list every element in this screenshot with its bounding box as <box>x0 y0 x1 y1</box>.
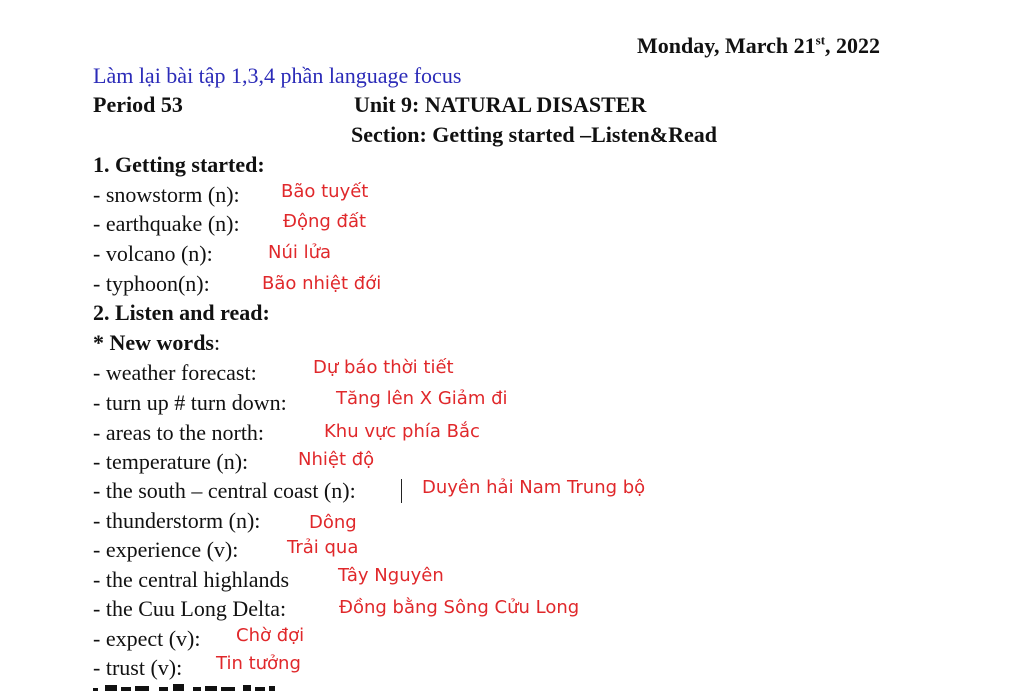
vocab-meaning: Tin tưởng <box>216 653 301 674</box>
vocab-term: - temperature (n): <box>93 449 249 474</box>
vocab-term: - earthquake (n): <box>93 211 240 236</box>
period-label: Period 53 <box>93 92 183 117</box>
vocab-term: - experience (v): <box>93 537 239 562</box>
vocab-meaning: Tây Nguyên <box>338 565 444 586</box>
getting-started-heading: 1. Getting started: <box>93 152 265 177</box>
vocab-meaning: Nhiệt độ <box>298 449 375 470</box>
vocab-term: - the south – central coast (n): <box>93 478 356 503</box>
vocab-term: - turn up # turn down: <box>93 390 287 415</box>
vocab-term: - thunderstorm (n): <box>93 508 261 533</box>
new-words-colon: : <box>214 330 221 355</box>
text-cursor <box>401 479 402 503</box>
new-words-label: * New words <box>93 330 214 355</box>
vocab-meaning: Núi lửa <box>268 242 332 263</box>
vocab-meaning: Đồng bằng Sông Cửu Long <box>339 597 580 618</box>
vocab-term: - expect (v): <box>93 626 201 651</box>
date-main: Monday, March 21 <box>637 33 816 58</box>
vocab-meaning: Bão tuyết <box>281 181 369 202</box>
vocab-meaning: Khu vực phía Bắc <box>324 421 480 442</box>
vocab-term: - the central highlands <box>93 567 290 592</box>
vocab-meaning: Dự báo thời tiết <box>313 357 454 378</box>
vocab-term: - weather forecast: <box>93 360 257 385</box>
vocab-meaning: Động đất <box>283 211 367 232</box>
clipped-text-fragment <box>93 682 313 691</box>
date-year: , 2022 <box>825 33 881 58</box>
vocab-meaning: Duyên hải Nam Trung bộ <box>422 477 646 498</box>
vocab-term: - trust (v): <box>93 655 183 680</box>
date-line <box>637 31 880 60</box>
vocab-term: - areas to the north: <box>93 420 265 445</box>
instruction-line: Làm lại bài tập 1,3,4 phần language focus <box>93 63 462 88</box>
vocab-meaning: Dông <box>309 512 357 533</box>
vocab-term: - typhoon(n): <box>93 271 210 296</box>
date-ordinal: st <box>815 32 826 48</box>
vocab-meaning: Tăng lên X Giảm đi <box>336 388 508 409</box>
vocab-term: - snowstorm (n): <box>93 182 240 207</box>
vocab-meaning: Trải qua <box>287 537 359 558</box>
vocab-term: - the Cuu Long Delta: <box>93 596 287 621</box>
listen-read-heading: 2. Listen and read: <box>93 300 270 325</box>
vocab-term: - volcano (n): <box>93 241 213 266</box>
clipped-next-line <box>93 680 313 691</box>
section-title: Section: Getting started –Listen&Read <box>351 122 718 147</box>
vocab-meaning: Bão nhiệt đới <box>262 273 382 294</box>
new-words-heading <box>93 328 220 357</box>
unit-title: Unit 9: NATURAL DISASTER <box>354 92 647 117</box>
vocab-meaning: Chờ đợi <box>236 625 305 646</box>
